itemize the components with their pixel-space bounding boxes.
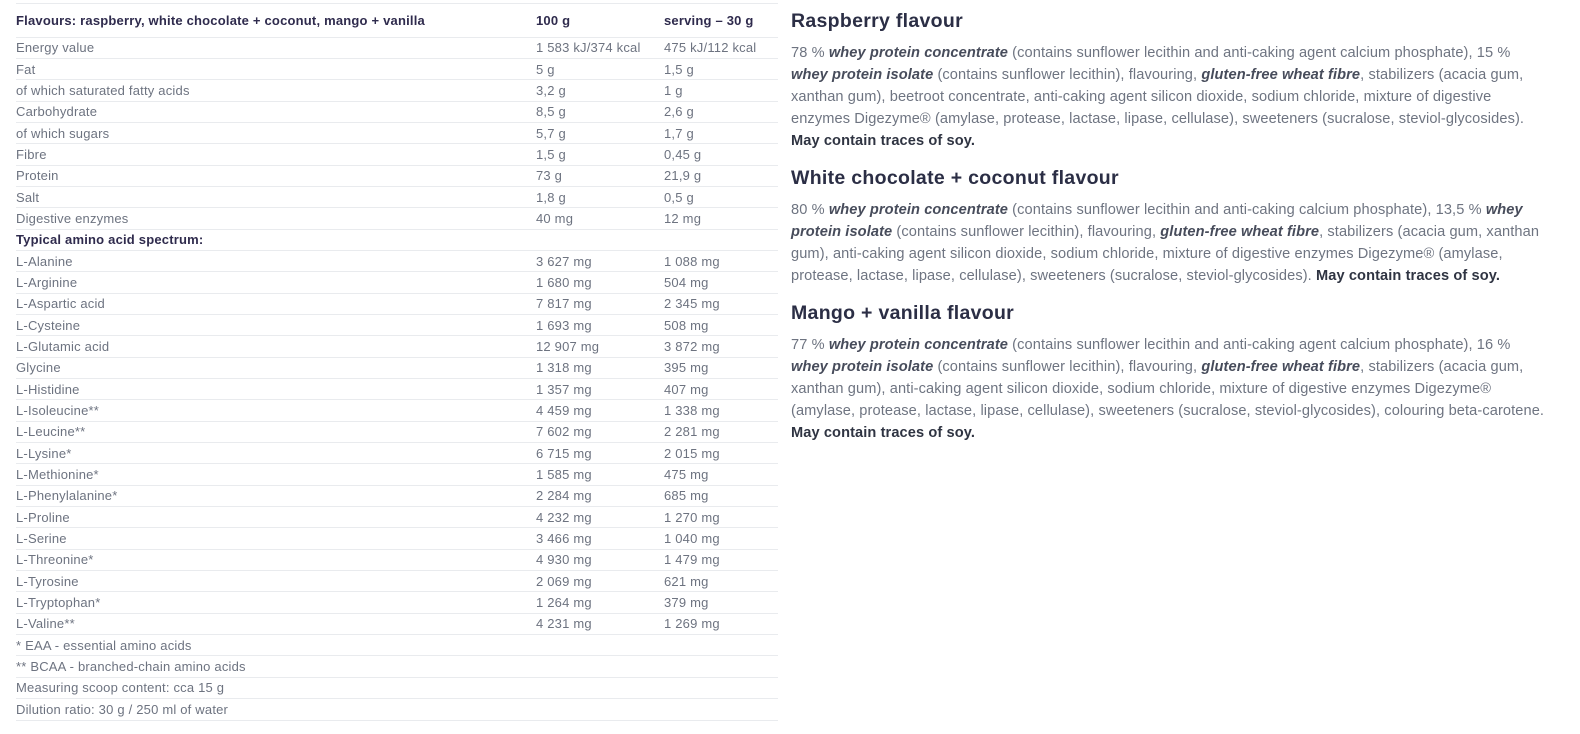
row-value-100g: 3 466 mg bbox=[536, 531, 592, 547]
ingredient-segment: (contains sunflower lecithin), flavouring, bbox=[892, 224, 1161, 240]
row-value-100g: 1 680 mg bbox=[536, 274, 592, 290]
row-value-100g: 7 817 mg bbox=[536, 296, 592, 312]
flavours-column-header: Flavours: raspberry, white chocolate + coconut, mango + vanilla bbox=[16, 12, 425, 28]
ingredient-segment: , stabilizers (acacia gum, xanthan gum), anti-caking agent silicon dioxide, sodium chloride, mixture of digestive enzymes Digezyme® (amylase, protease, lactase, lipase, cellulase), sweeteners (sucralose, steviol-glycosides), colouring beta-carotene. bbox=[791, 359, 1545, 419]
table-row bbox=[16, 592, 778, 613]
ingredient-segment: (contains sunflower lecithin), flavouring, bbox=[933, 67, 1202, 83]
table-row bbox=[16, 272, 778, 293]
table-row bbox=[16, 571, 778, 592]
row-label: Fibre bbox=[16, 146, 47, 162]
row-label: Measuring scoop content: cca 15 g bbox=[16, 680, 225, 696]
table-row bbox=[16, 422, 778, 443]
table-row bbox=[16, 486, 778, 507]
flavour-ingredients-paragraph bbox=[791, 42, 1548, 152]
ingredient-segment: whey protein isolate bbox=[791, 67, 934, 83]
table-row bbox=[16, 102, 778, 123]
table-row bbox=[16, 144, 778, 165]
row-label: Salt bbox=[16, 189, 40, 205]
row-label: L-Serine bbox=[16, 531, 67, 547]
row-value-serving: 0,45 g bbox=[664, 146, 702, 162]
row-label: L-Cysteine bbox=[16, 317, 81, 333]
row-label: L-Alanine bbox=[16, 253, 73, 269]
row-value-serving: 1 269 mg bbox=[664, 616, 720, 632]
table-row bbox=[16, 507, 778, 528]
flavour-section bbox=[791, 9, 1548, 152]
row-value-serving: 2 345 mg bbox=[664, 296, 720, 312]
row-value-serving: 1 088 mg bbox=[664, 253, 720, 269]
flavour-section-title: Raspberry flavour bbox=[791, 10, 963, 32]
ingredient-segment: May contain traces of soy. bbox=[791, 425, 975, 441]
row-value-serving: 1 g bbox=[664, 82, 683, 98]
row-label: L-Isoleucine** bbox=[16, 403, 100, 419]
nutrition-table-body bbox=[16, 38, 778, 721]
row-label: L-Aspartic acid bbox=[16, 296, 105, 312]
table-row bbox=[16, 464, 778, 485]
flavour-ingredients-paragraph bbox=[791, 334, 1548, 444]
table-row bbox=[16, 379, 778, 400]
table-row bbox=[16, 230, 778, 251]
row-value-100g: 1,5 g bbox=[536, 146, 566, 162]
ingredient-segment: (contains sunflower lecithin and anti-caking calcium phosphate), 13,5 % bbox=[1008, 202, 1486, 218]
flavour-section bbox=[791, 301, 1548, 444]
ingredient-segment: whey protein isolate bbox=[791, 202, 1523, 240]
row-value-100g: 2 069 mg bbox=[536, 573, 592, 589]
row-label: of which sugars bbox=[16, 125, 110, 141]
row-label: L-Valine** bbox=[16, 616, 75, 632]
flavour-section-title: Mango + vanilla flavour bbox=[791, 302, 1015, 324]
row-value-serving: 0,5 g bbox=[664, 189, 694, 205]
flavour-section bbox=[791, 166, 1548, 287]
table-row bbox=[16, 166, 778, 187]
row-value-serving: 1,5 g bbox=[664, 61, 694, 77]
row-value-serving: 2 281 mg bbox=[664, 424, 720, 440]
row-value-serving: 2,6 g bbox=[664, 104, 694, 120]
table-row bbox=[16, 38, 778, 59]
row-label: Dilution ratio: 30 g / 250 ml of water bbox=[16, 701, 229, 717]
row-value-serving: 1 040 mg bbox=[664, 531, 720, 547]
row-label: of which saturated fatty acids bbox=[16, 82, 190, 98]
table-row bbox=[16, 294, 778, 315]
row-value-100g: 5,7 g bbox=[536, 125, 566, 141]
ingredient-segment: whey protein concentrate bbox=[828, 337, 1009, 353]
row-value-serving: 1,7 g bbox=[664, 125, 694, 141]
row-label: L-Arginine bbox=[16, 274, 78, 290]
row-value-serving: 621 mg bbox=[664, 573, 709, 589]
row-value-100g: 1 264 mg bbox=[536, 595, 592, 611]
row-label: Fat bbox=[16, 61, 36, 77]
ingredient-segment: 80 % bbox=[791, 202, 829, 218]
row-value-100g: 3 627 mg bbox=[536, 253, 592, 269]
row-label: L-Proline bbox=[16, 509, 70, 525]
ingredient-segment: whey protein concentrate bbox=[828, 45, 1009, 61]
table-row bbox=[16, 528, 778, 549]
row-value-serving: 1 338 mg bbox=[664, 403, 720, 419]
row-value-100g: 1 357 mg bbox=[536, 381, 592, 397]
row-value-100g: 8,5 g bbox=[536, 104, 566, 120]
row-value-100g: 5 g bbox=[536, 61, 555, 77]
row-value-serving: 379 mg bbox=[664, 595, 709, 611]
row-value-100g: 1 585 mg bbox=[536, 467, 592, 483]
row-label: L-Leucine** bbox=[16, 424, 86, 440]
nutrition-table bbox=[16, 3, 778, 721]
row-label: L-Histidine bbox=[16, 381, 80, 397]
ingredient-segment: (contains sunflower lecithin and anti-caking agent calcium phosphate), 16 % bbox=[1008, 337, 1511, 353]
table-row bbox=[16, 123, 778, 144]
table-row bbox=[16, 208, 778, 229]
row-label: L-Glutamic acid bbox=[16, 338, 110, 354]
table-row bbox=[16, 358, 778, 379]
table-row bbox=[16, 550, 778, 571]
flavour-descriptions bbox=[791, 0, 1548, 456]
ingredient-segment: gluten-free wheat fibre bbox=[1201, 67, 1361, 83]
row-value-100g: 73 g bbox=[536, 168, 563, 184]
flavour-section-title: White chocolate + coconut flavour bbox=[791, 167, 1119, 189]
table-row bbox=[16, 443, 778, 464]
row-value-100g: 4 232 mg bbox=[536, 509, 592, 525]
row-label: ** BCAA - branched-chain amino acids bbox=[16, 659, 246, 675]
row-value-100g: 12 907 mg bbox=[536, 338, 600, 354]
ingredient-segment: whey protein isolate bbox=[791, 359, 934, 375]
row-label: Typical amino acid spectrum: bbox=[16, 232, 204, 248]
table-row bbox=[16, 80, 778, 101]
ingredient-segment: gluten-free wheat fibre bbox=[1160, 224, 1320, 240]
row-value-serving: 21,9 g bbox=[664, 168, 702, 184]
ingredient-segment: gluten-free wheat fibre bbox=[1201, 359, 1361, 375]
per-serving-column-header: serving – 30 g bbox=[664, 12, 754, 28]
row-value-100g: 4 231 mg bbox=[536, 616, 592, 632]
table-row bbox=[16, 59, 778, 80]
ingredient-segment: 78 % bbox=[791, 45, 829, 61]
table-row bbox=[16, 251, 778, 272]
row-label: L-Methionine* bbox=[16, 467, 99, 483]
row-label: L-Threonine* bbox=[16, 552, 94, 568]
row-value-serving: 504 mg bbox=[664, 274, 709, 290]
row-value-100g: 1 583 kJ/374 kcal bbox=[536, 40, 641, 56]
table-row bbox=[16, 336, 778, 357]
row-label: Energy value bbox=[16, 40, 95, 56]
ingredient-segment: whey protein concentrate bbox=[828, 202, 1009, 218]
ingredient-segment: May contain traces of soy. bbox=[791, 133, 975, 149]
row-value-100g: 40 mg bbox=[536, 210, 574, 226]
ingredient-segment: , stabilizers (acacia gum, xanthan gum), anti-caking agent silicon dioxide, sodium chloride, mixture of digestive enzymes Digezyme® (amylase, protease, lactase, lipase, cellulase), sweeteners (sucralose, steviol-glycosides). bbox=[791, 224, 1540, 284]
row-value-serving: 407 mg bbox=[664, 381, 709, 397]
row-label: Protein bbox=[16, 168, 59, 184]
table-row bbox=[16, 187, 778, 208]
row-value-100g: 2 284 mg bbox=[536, 488, 592, 504]
ingredient-segment: (contains sunflower lecithin and anti-caking agent calcium phosphate), 15 % bbox=[1008, 45, 1511, 61]
table-row bbox=[16, 614, 778, 635]
row-value-serving: 2 015 mg bbox=[664, 445, 720, 461]
flavour-ingredients-paragraph bbox=[791, 199, 1548, 287]
row-label: * EAA - essential amino acids bbox=[16, 637, 192, 653]
row-value-100g: 1 318 mg bbox=[536, 360, 592, 376]
row-label: Digestive enzymes bbox=[16, 210, 129, 226]
row-value-serving: 508 mg bbox=[664, 317, 709, 333]
row-label: Carbohydrate bbox=[16, 104, 98, 120]
row-label: Glycine bbox=[16, 360, 61, 376]
row-value-serving: 475 kJ/112 kcal bbox=[664, 40, 757, 56]
row-label: L-Tyrosine bbox=[16, 573, 79, 589]
ingredient-segment: 77 % bbox=[791, 337, 829, 353]
row-value-100g: 3,2 g bbox=[536, 82, 566, 98]
row-value-100g: 1 693 mg bbox=[536, 317, 592, 333]
row-value-serving: 12 mg bbox=[664, 210, 702, 226]
row-label: L-Lysine* bbox=[16, 445, 72, 461]
ingredient-segment: , stabilizers (acacia gum, xanthan gum), beetroot concentrate, anti-caking agent silicon dioxide, sodium chloride, mixture of digestive enzymes Digezyme® (amylase, protease, lactase, lipase, cellulase), sweeteners (sucralose, steviol-glycosides). bbox=[791, 67, 1525, 127]
row-value-100g: 4 930 mg bbox=[536, 552, 592, 568]
row-label: L-Phenylalanine* bbox=[16, 488, 118, 504]
ingredient-segment: (contains sunflower lecithin), flavouring, bbox=[933, 359, 1202, 375]
row-value-serving: 3 872 mg bbox=[664, 338, 720, 354]
row-value-serving: 395 mg bbox=[664, 360, 709, 376]
table-row bbox=[16, 656, 778, 677]
table-row bbox=[16, 635, 778, 656]
table-row bbox=[16, 400, 778, 421]
row-value-serving: 1 479 mg bbox=[664, 552, 720, 568]
row-value-100g: 6 715 mg bbox=[536, 445, 592, 461]
row-value-100g: 1,8 g bbox=[536, 189, 566, 205]
row-value-serving: 685 mg bbox=[664, 488, 709, 504]
ingredient-segment: May contain traces of soy. bbox=[1316, 268, 1500, 284]
row-label: L-Tryptophan* bbox=[16, 595, 101, 611]
table-row bbox=[16, 315, 778, 336]
table-row bbox=[16, 699, 778, 720]
row-value-serving: 475 mg bbox=[664, 467, 709, 483]
row-value-100g: 7 602 mg bbox=[536, 424, 592, 440]
table-row bbox=[16, 678, 778, 699]
row-value-100g: 4 459 mg bbox=[536, 403, 592, 419]
nutrition-table-header-row bbox=[16, 4, 778, 38]
per-100g-column-header: 100 g bbox=[536, 12, 571, 28]
row-value-serving: 1 270 mg bbox=[664, 509, 720, 525]
